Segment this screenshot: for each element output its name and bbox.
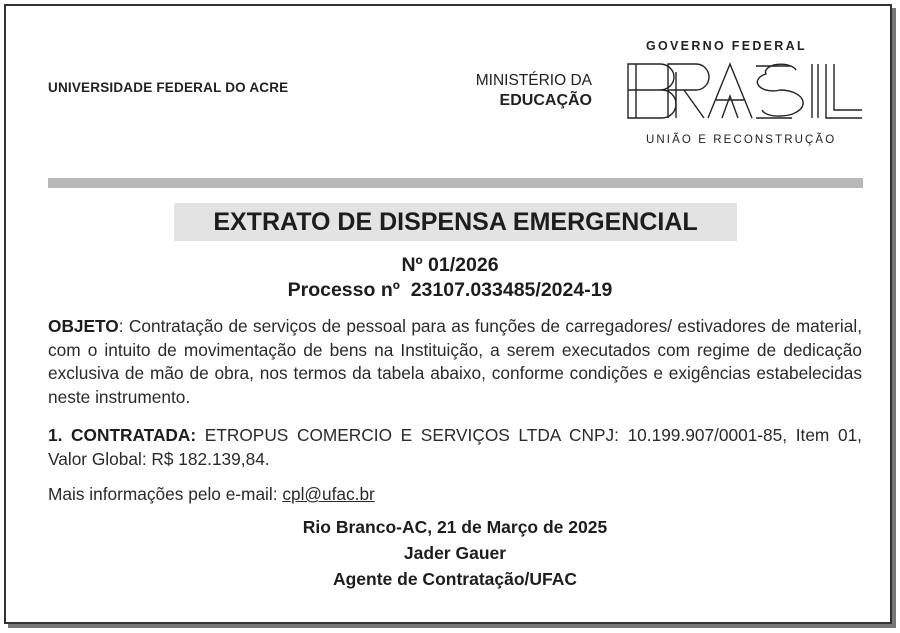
objeto-text: : Contratação de serviços de pessoal para as funções de carregadores/ estivadores de material, com o intuito de movimentação de bens na Instituição, a serem executados com regime de dedicação exclusiva de mão de obra, nos termos da tabela abaixo, conforme condições e exigências estabelecidas neste instrumento. xyxy=(48,316,862,407)
info-line xyxy=(48,484,375,505)
brasil-logo xyxy=(626,62,864,120)
university-name: UNIVERSIDADE FEDERAL DO ACRE xyxy=(48,80,289,95)
gov-label: GOVERNO FEDERAL xyxy=(646,39,807,53)
ministry-line2: EDUCAÇÃO xyxy=(499,92,592,109)
signature-role: Agente de Contratação/UFAC xyxy=(332,569,578,589)
objeto-label: OBJETO xyxy=(48,316,119,336)
process-number: Processo nº 23107.033485/2024-19 xyxy=(287,279,613,301)
ministry-line1: MINISTÉRIO DA xyxy=(475,72,592,89)
contratada-label: 1. CONTRATADA: xyxy=(48,425,197,445)
email-link[interactable]: cpl@ufac.br xyxy=(282,484,375,504)
objeto-paragraph xyxy=(48,315,862,409)
ministry-logo xyxy=(455,71,592,111)
header-divider xyxy=(48,178,863,188)
contratada-text: ETROPUS COMERCIO E SERVIÇOS LTDA CNPJ: 10.199.907/0001-85, Item 01, Valor Global: R$ 182.139,84. xyxy=(48,425,862,469)
signature-place-date: Rio Branco-AC, 21 de Março de 2025 xyxy=(302,517,608,537)
document-number: Nº 01/2026 xyxy=(401,254,499,276)
slogan: UNIÃO E RECONSTRUÇÃO xyxy=(646,134,837,146)
contratada-paragraph xyxy=(48,424,862,471)
signature-name: Jader Gauer xyxy=(403,543,507,563)
info-text: Mais informações pelo e-mail: xyxy=(48,484,283,504)
document-title: EXTRATO DE DISPENSA EMERGENCIAL xyxy=(174,203,737,241)
